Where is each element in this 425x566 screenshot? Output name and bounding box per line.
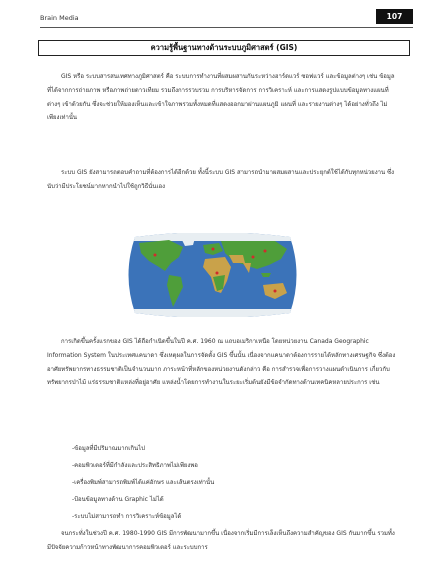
section-title: ความรู้พื้นฐานทางด้านระบบภูมิศาสตร์ (GIS) <box>38 40 410 56</box>
intro-paragraph: GIS หรือ ระบบสารสนเทศทางภูมิศาสตร์ คือ ระบบการทำงานที่ผสมผสานกันระหว่างฮาร์ดแวร์ ซอฟแวร์ และข้อมูลต่างๆ เช่น ข้อมูลที่ได้จากการถ่ายภาพ หรือภาพถ่ายดาวเทียม รวมถึงการรวบรวม การบริหารจัดการ การวิเคราะห์ และการแสดงรูปแบบข้อมูลทางแผนที่ต่างๆ เข้าด้วยกัน ซึ่งจะช่วยให้มองเห็นและเข้าใจภาพรวมทั้งหมดที่แสดงออกมาผ่านแผนภูมิ แผนที่ และรายงานต่างๆ ได้อย่างทั่วถึง ไม่เพียงเท่านั้น <box>47 73 395 122</box>
list-item: -ป้อนข้อมูลทางด้าน Graphic ไม่ได้ <box>72 496 164 503</box>
header-rule <box>40 27 413 28</box>
location-marker <box>154 254 157 257</box>
capability-paragraph: ระบบ GIS ยังสามารถตอบคำถามที่ต้องการได้อีกด้วย ทั้งนี้ระบบ GIS สามารถนำมาผสมผสานและประยุกต์ใช้ได้กับทุกหน่วยงาน ซึ่งนับว่ามีประโยชน์มากหากนำไปใช้ถูกวิธีนั่นเอง <box>47 169 394 190</box>
antarctic-ice <box>125 309 300 317</box>
development-paragraph: จนกระทั่งในช่วงปี ค.ศ. 1980-1990 GIS มีการพัฒนามากขึ้น เนื่องจากเริ่มมีการเล็งเห็นถึงความสำคัญของ GIS กันมากขึ้น รวมทั้งมีปัจจัยความก้าวหน้าทางพัฒนาการคอมพิวเตอร์ และระบบการ <box>47 530 395 551</box>
history-paragraph: การเกิดขึ้นครั้งแรกของ GIS ได้ถือกำเนิดขึ้นในปี ค.ศ. 1960 ณ แถบอเมริกาเหนือ โดยหน่วยงาน Canada Geographic Information System ในประเทศแคนาดา ซึ่งเหตุผลในการจัดตั้ง GIS ขึ้นนั้น เนื่องจากแคนาดาต้องการรายได้หลักทางเศรษฐกิจ ซึ่งต้องอาศัยทรัพยากรทางธรรมชาติเป็นจำนวนมาก ภาระหน้าที่หลักของหน่วยงานดังกล่าว คือ การสำรวจเพื่อการวางแผนดำเนินการ เกี่ยวกับทรัพยากรป่าไม้ แร่ธรรมชาติแหล่งที่อยู่อาศัย แหล่งน้ำโดยการทำงานในระยะเริ่มต้นยังมีข้อจำกัดทางด้านเทคนิคหลายประการ เช่น <box>47 338 396 387</box>
list-item: -ข้อมูลที่มีปริมาณมากเกินไป <box>72 445 145 452</box>
page-number-badge: 107 <box>376 9 413 24</box>
location-marker <box>212 248 215 251</box>
world-map-image <box>125 233 300 317</box>
arctic-ice <box>125 233 300 241</box>
list-item: -คอมพิวเตอร์ที่มีกำลังและประสิทธิภาพไม่เพียงพอ <box>72 462 198 469</box>
world-map-svg <box>125 233 300 317</box>
location-marker <box>274 290 277 293</box>
location-marker <box>216 272 219 275</box>
publisher-name: Brain Media <box>40 14 79 22</box>
list-item: -เครื่องพิมพ์สามารถพิมพ์ได้แค่อักษร และเส้นตรงเท่านั้น <box>72 479 215 486</box>
location-marker <box>264 250 267 253</box>
location-marker <box>252 256 255 259</box>
limitations-list <box>72 440 392 525</box>
list-item: -ระบบไม่สามารถทำ การวิเคราะห์ข้อมูลได้ <box>72 513 182 520</box>
